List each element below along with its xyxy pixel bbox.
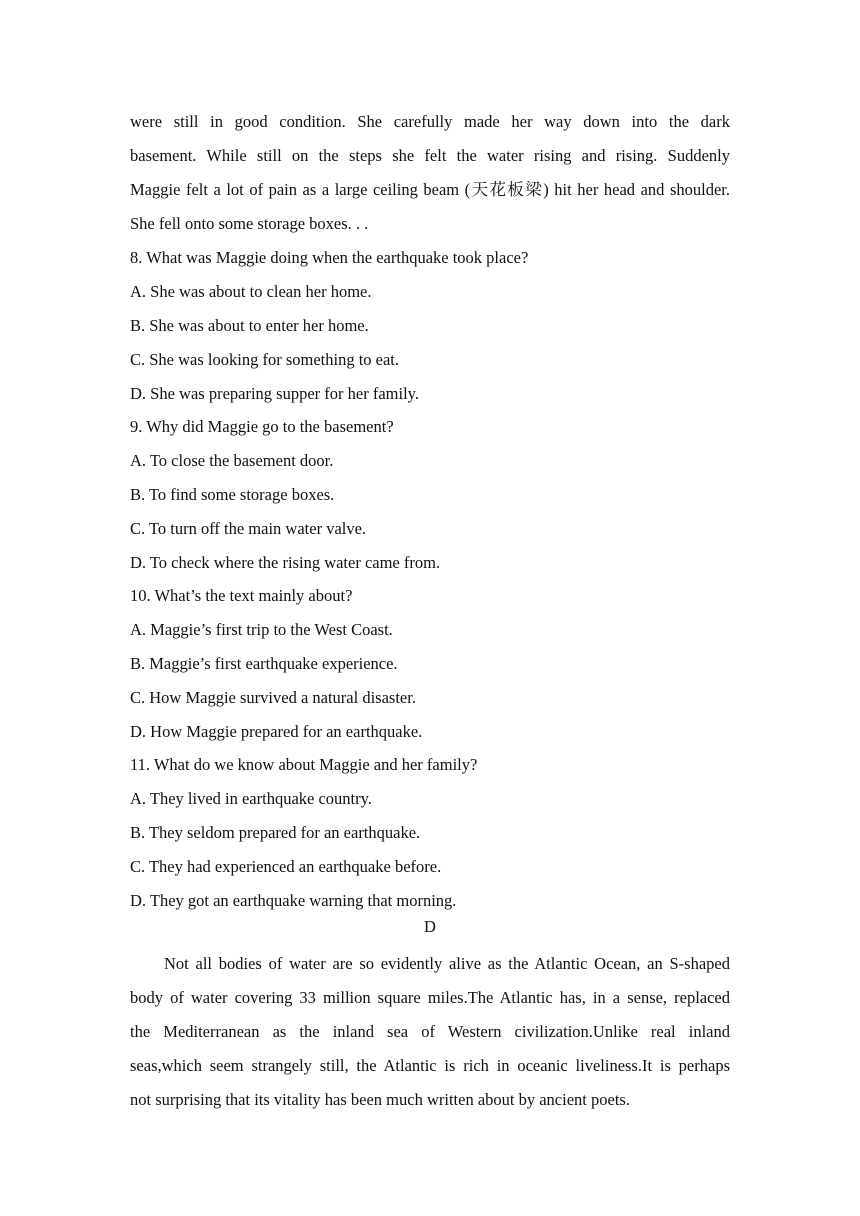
answer-option: D. They got an earthquake warning that morning. (130, 891, 457, 910)
question-stem: 9. Why did Maggie go to the basement? (130, 417, 394, 436)
passage-line: She fell onto some storage boxes. . . (130, 214, 369, 233)
passage-line: Not all bodies of water are so evidently alive as the Atlantic Ocean, an S-shaped (164, 954, 730, 973)
section-heading: D (424, 917, 436, 936)
answer-option: A. They lived in earthquake country. (130, 789, 372, 808)
answer-option: B. To find some storage boxes. (130, 485, 335, 504)
question-stem: 10. What’s the text mainly about? (130, 586, 353, 605)
passage-line: were still in good condition. She carefully made her way down into the dark (130, 112, 730, 131)
answer-option: D. She was preparing supper for her family. (130, 384, 419, 403)
answer-option: C. They had experienced an earthquake before. (130, 857, 442, 876)
passage-line: seas,which seem strangely still, the Atlantic is rich in oceanic liveliness.It is perhaps (130, 1056, 730, 1075)
passage-line: basement. While still on the steps she felt the water rising and rising. Suddenly (130, 146, 730, 165)
passage-line: not surprising that its vitality has been much written about by ancient poets. (130, 1090, 630, 1109)
answer-option: B. She was about to enter her home. (130, 316, 369, 335)
question-stem: 11. What do we know about Maggie and her family? (130, 755, 478, 774)
answer-option: C. She was looking for something to eat. (130, 350, 400, 369)
answer-option: B. They seldom prepared for an earthquake. (130, 823, 421, 842)
passage-line: Maggie felt a lot of pain as a large ceiling beam (天花板梁) hit her head and shoulder. (130, 180, 730, 199)
question-stem: 8. What was Maggie doing when the earthquake took place? (130, 248, 529, 267)
answer-option: D. To check where the rising water came from. (130, 553, 441, 572)
answer-option: A. To close the basement door. (130, 451, 334, 470)
answer-option: C. To turn off the main water valve. (130, 519, 367, 538)
answer-option: B. Maggie’s first earthquake experience. (130, 654, 398, 673)
passage-line: the Mediterranean as the inland sea of Western civilization.Unlike real inland (130, 1022, 730, 1041)
answer-option: D. How Maggie prepared for an earthquake. (130, 722, 423, 741)
answer-option: A. Maggie’s first trip to the West Coast. (130, 620, 393, 639)
answer-option: A. She was about to clean her home. (130, 282, 372, 301)
answer-option: C. How Maggie survived a natural disaster. (130, 688, 416, 707)
passage-line: body of water covering 33 million square miles.The Atlantic has, in a sense, replaced (130, 988, 730, 1007)
